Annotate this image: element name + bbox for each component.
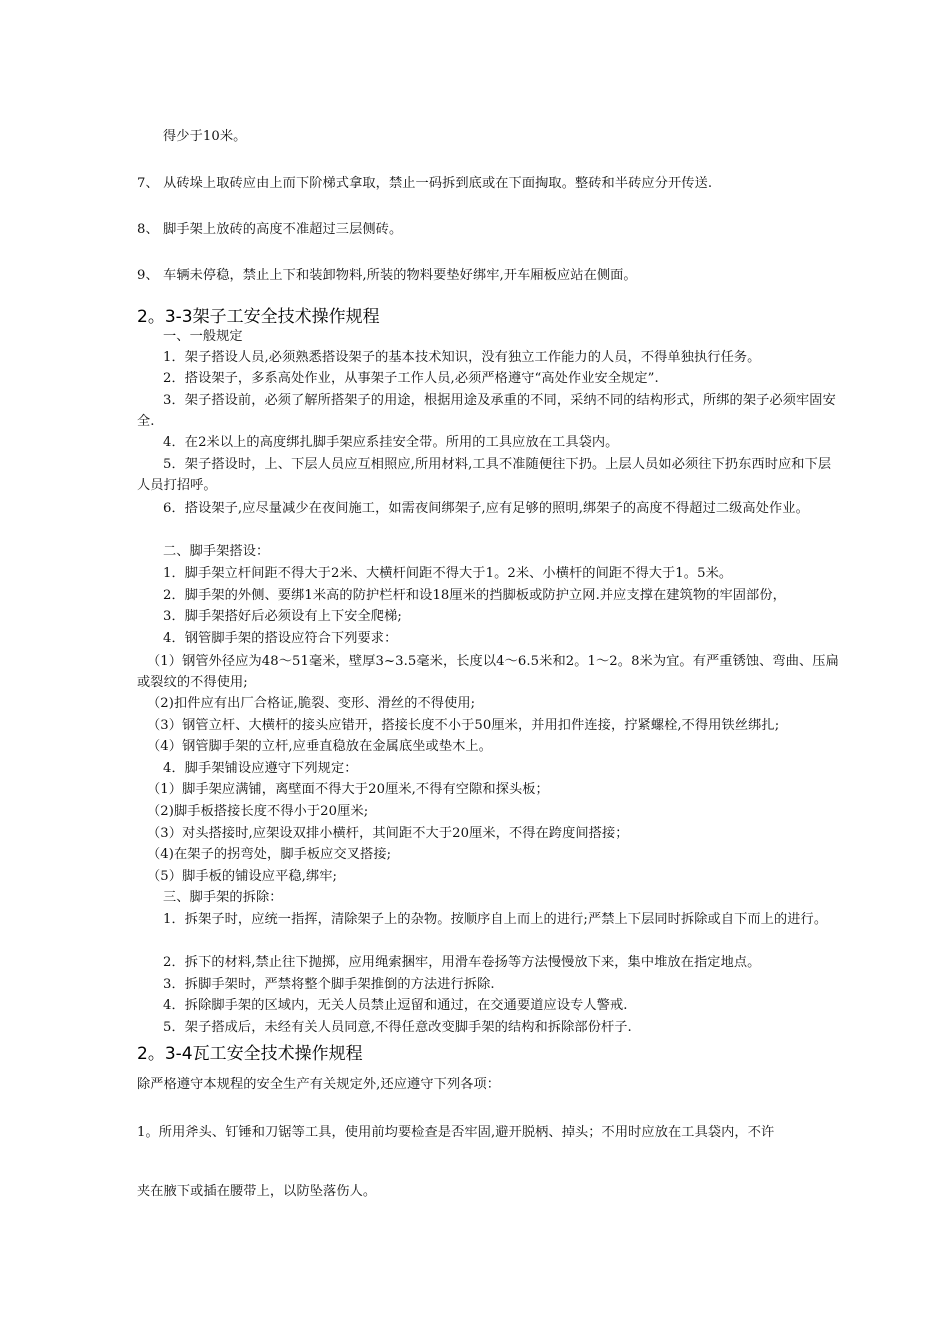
erection-rule-3: 3．脚手架搭好后必须设有上下安全爬梯; <box>163 609 402 624</box>
dismantle-rule-4: 4．拆除脚手架的区域内，无关人员禁止逗留和通过，在交通要道应设专人警戒. <box>163 998 628 1013</box>
steel-pipe-rule-4: （4）钢管脚手架的立杆,应垂直稳放在金属底坐或垫木上。 <box>147 739 492 754</box>
dismantle-rule-5: 5．架子搭成后，未经有关人员同意,不得任意改变脚手架的结构和拆除部份杆子. <box>163 1020 632 1035</box>
erection-rule-2: 2．脚手架的外侧、要绑1米高的防护栏杆和设18厘米的挡脚板或防护立网.并应支撑在建筑物的牢固部份， <box>163 588 786 603</box>
steel-pipe-rule-1: （1）钢管外径应为48～51毫米，壁厚3~3.5毫米，长度以4～6.5米和2。1～2。8米为宜。有严重锈蚀、弯曲、压扁或裂纹的不得使用; <box>137 654 839 690</box>
plank-rule-4: （4)在架子的拐弯处，脚手板应交叉搭接; <box>147 847 392 862</box>
mason-rule-1-line-1: 1。所用斧头、钉锤和刀锯等工具，使用前均要检查是否牢固,避开脱柄、掉头；不用时应放在工具袋内，不许 <box>137 1125 775 1140</box>
mason-rule-1-line-2: 夹在腋下或插在腰带上，以防坠落伤人。 <box>137 1184 377 1199</box>
erection-rule-4: 4．钢管脚手架的搭设应符合下列要求： <box>163 631 398 646</box>
mason-intro: 除严格遵守本规程的安全生产有关规定外,还应遵守下列各项： <box>137 1077 501 1092</box>
subsection-dismantling: 三、脚手架的拆除： <box>163 890 283 905</box>
general-rule-3: 3．架子搭设前，必须了解所搭架子的用途，根据用途及承重的不同，采纳不同的结构形式，所绑的架子必须牢固安全. <box>137 393 836 429</box>
plank-rule-2: （2)脚手板搭接长度不得小于20厘米; <box>147 804 369 819</box>
dismantle-rule-1: 1．拆架子时，应统一指挥，清除架子上的杂物。按顺序自上而上的进行;严禁上下层同时拆除或自下而上的进行。 <box>163 912 828 927</box>
general-rule-6: 6．搭设架子,应尽量减少在夜间施工，如需夜间绑架子,应有足够的照明,绑架子的高度不得超过二级高处作业。 <box>163 501 809 516</box>
subsection-general: 一、一般规定 <box>163 329 243 344</box>
section-heading-2-3-4: 2。3-4瓦工安全技术操作规程 <box>137 1044 363 1064</box>
general-rule-4: 4．在2米以上的高度绑扎脚手架应系挂安全带。所用的工具应放在工具袋内。 <box>163 435 619 450</box>
dismantle-rule-3: 3．拆脚手架时，严禁将整个脚手架推倒的方法进行拆除. <box>163 977 495 992</box>
continuation-text: 得少于10米。 <box>163 129 247 144</box>
erection-rule-1: 1．脚手架立杆间距不得大于2米、大横杆间距不得大于1。2米、小横杆的间距不得大于1。5米。 <box>163 566 733 581</box>
plank-rules-title: 4．脚手架铺设应遵守下列规定： <box>163 761 358 776</box>
plank-rule-3: （3）对头搭接时,应架设双排小横杆，其间距不大于20厘米，不得在跨度间搭接； <box>147 826 629 841</box>
steel-pipe-rule-2: （2)扣件应有出厂合格证,脆裂、变形、滑丝的不得使用; <box>147 696 476 711</box>
plank-rule-1: （1）脚手架应满铺，离壁面不得大于20厘米,不得有空隙和探头板； <box>147 782 549 797</box>
list-item-9: 9、 车辆未停稳，禁止上下和装卸物料,所装的物料要垫好绑牢,开车厢板应站在侧面。 <box>137 268 637 283</box>
section-heading-2-3-3: 2。3-3架子工安全技术操作规程 <box>137 307 380 327</box>
dismantle-rule-2: 2．拆下的材料,禁止往下抛掷，应用绳索捆牢，用滑车卷扬等方法慢慢放下来，集中堆放在指定地点。 <box>163 955 761 970</box>
general-rule-2: 2．搭设架子，多系高处作业，从事架子工作人员,必须严格遵守“高处作业安全规定”. <box>163 371 659 386</box>
plank-rule-5: （5）脚手板的铺设应平稳,绑牢; <box>147 869 338 884</box>
steel-pipe-rule-3: （3）钢管立杆、大横杆的接头应错开，搭接长度不小于50厘米，并用扣件连接，拧紧螺栓,不得用铁丝绑扎; <box>147 718 780 733</box>
general-rule-1: 1．架子搭设人员,必须熟悉搭设架子的基本技术知识，没有独立工作能力的人员，不得单独执行任务。 <box>163 350 761 365</box>
general-rule-5: 5．架子搭设时，上、下层人员应互相照应,所用材料,工具不准随便往下扔。上层人员如必须往下扔东西时应和下层人员打招呼。 <box>137 457 832 493</box>
subsection-erection: 二、脚手架搭设： <box>163 544 270 559</box>
list-item-7: 7、 从砖垛上取砖应由上而下阶梯式拿取，禁止一码拆到底或在下面掏取。整砖和半砖应分开传送. <box>137 176 713 191</box>
list-item-8: 8、 脚手架上放砖的高度不准超过三层侧砖。 <box>137 222 403 237</box>
